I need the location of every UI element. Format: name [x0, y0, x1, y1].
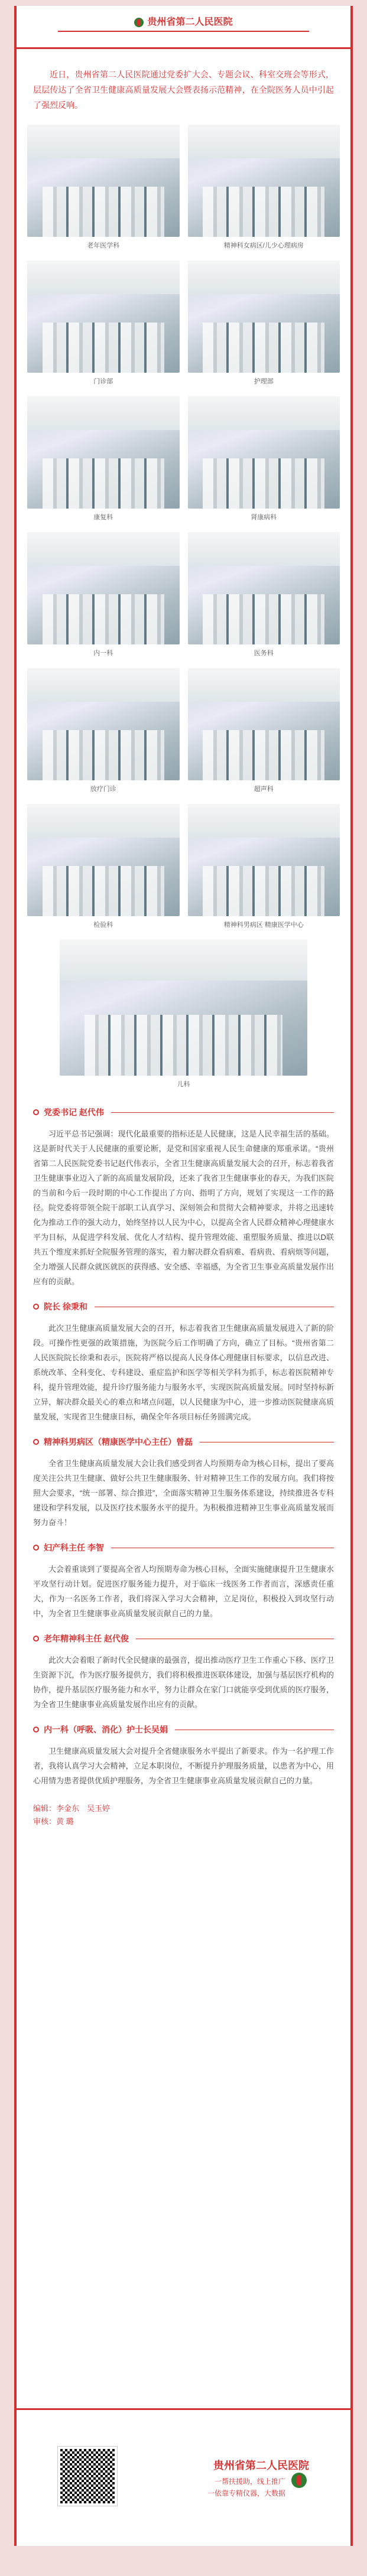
photo-card [188, 260, 340, 392]
section-body: 此次卫生健康高质量发展大会的召开，标志着我省卫生健康高质量发展进入了新的阶段。可操作性更强的政策措施，为医院今后工作明确了方向，确立了目标。“贵州省第二人民医院院长徐秉和表示，医院将严格以提高人民身体心理健康目标要求，以信息改进、系统改革、全科变化、专科建设、重症监护和医学等相关学科为抓手，标志着医院精神专科，提升管理效能，提升诊疗服务能力与服务水平，实现医院高质量发展。同时坚持标新立异，解决群众最关心的难点和堵点问题，以人民健康为中心，进一步推动医院健康高质量发展，实现省卫生健康目标，确保全年各项目标任务圆满完成。 [33, 1324, 334, 1421]
section-title-text: 党委书记 赵代伟 [44, 1108, 104, 1117]
section-title-text: 精神科男病区（精康医学中心主任）曾磊 [44, 1437, 193, 1447]
photo-card [27, 940, 340, 1095]
photo-image [27, 260, 180, 373]
circle-bullet-icon [33, 1727, 39, 1732]
header-divider [58, 31, 309, 32]
section-title-text: 内一科（呼吸、消化）护士长吴娟 [44, 1725, 168, 1734]
photo-caption: 护理部 [254, 378, 274, 385]
hospital-brand [17, 14, 350, 28]
photo-card [27, 260, 180, 392]
photo-image [27, 532, 180, 644]
section-title [33, 1633, 334, 1644]
photo-image [188, 260, 340, 373]
circle-bullet-icon [33, 1636, 39, 1642]
intro-paragraph: 近日，贵州省第二人民医院通过党委扩大会、专题会议、科室交班会等形式，层层传达了全省卫生健康高质量发展大会暨表扬示范精神，在全院医务人员中引起了强烈反响。 [33, 70, 334, 110]
photo-image [188, 532, 340, 644]
photo-caption: 儿科 [177, 1081, 190, 1088]
circle-bullet-icon [33, 1545, 39, 1551]
photo-caption: 超声科 [254, 786, 274, 793]
statement-section [17, 1724, 350, 1788]
photo-card [188, 125, 340, 256]
footer-hospital-name: 贵州省第二人民医院 [213, 2460, 309, 2471]
hospital-name: 贵州省第二人民医院 [147, 17, 233, 27]
footer-slogan: 一依靠专精仪器，大数据 [207, 2489, 285, 2497]
photo-caption: 放疗门诊 [90, 786, 116, 793]
article-header [17, 6, 350, 49]
section-body: 卫生健康高质量发展大会对提升全省健康服务水平提出了新要求。作为一名护理工作者，我将认真学习大会精神，立足本职岗位，不断提升护理服务质量，以患者为中心，用心用情为患者提供优质护理服务，为全省卫生健康事业高质量发展贡献自己的力量。 [33, 1747, 334, 1785]
photo-image [188, 396, 340, 509]
section-title [33, 1106, 334, 1118]
article-footer [17, 2408, 350, 2546]
photo-caption: 内一科 [93, 650, 113, 657]
photo-card [27, 396, 180, 527]
photo-caption: 康复科 [93, 514, 113, 521]
photo-image [27, 125, 180, 237]
photo-image [188, 125, 340, 237]
photo-image [188, 668, 340, 780]
photo-image [188, 804, 340, 916]
photo-image [27, 396, 180, 509]
circle-bullet-icon [33, 1109, 39, 1115]
photo-caption: 精神科女病区/儿少心理病房 [223, 242, 304, 249]
hospital-logo-icon [134, 18, 144, 27]
editor-line: 编辑：李金东 吴玉婷 [33, 1804, 111, 1813]
section-title-text: 老年精神科主任 赵代俊 [44, 1634, 129, 1643]
photo-card [188, 396, 340, 527]
photo-caption: 医务科 [254, 650, 274, 657]
photo-caption: 检验科 [93, 921, 113, 929]
section-title [33, 1542, 334, 1554]
circle-bullet-icon [33, 1304, 39, 1310]
circle-bullet-icon [33, 1439, 39, 1445]
photo-card [188, 804, 340, 935]
section-body: 大会着重谈到了要提高全省人均预期寿命为核心目标，全面实施健康提升卫生健康水平攻坚行动计划。促进医疗服务能力提升，对于临床一线医务工作者而言，深感责任重大，作为一名医务工作者，我们将深入学习大会精神，立足岗位，积极投入到攻坚行动中，为全省卫生健康事业高质量发展贡献自己的力量。 [33, 1565, 334, 1618]
title-rule [111, 1112, 334, 1113]
section-title [33, 1301, 334, 1313]
photo-card [188, 532, 340, 663]
photo-card [27, 668, 180, 799]
photo-card [27, 804, 180, 935]
photo-caption: 老年医学科 [87, 242, 120, 249]
statement-section [17, 1633, 350, 1712]
statement-section [17, 1301, 350, 1424]
statement-section [17, 1542, 350, 1621]
photo-card [188, 668, 340, 799]
section-body: 此次大会着眼了新时代全民健康的最强音，提出推动医疗卫生工作重心下移、医疗卫生资源下沉，作为医疗服务提供方，我们将积极推进医联体建设，加强与基层医疗机构的协作，提升基层医疗服务能力和水平，努力让群众在家门口就能享受到优质的医疗服务，为全省卫生健康事业高质量发展作出应有的贡献。 [33, 1656, 334, 1709]
statement-section [17, 1106, 350, 1289]
footer-slogan: 一帮扶援助，线上推广 [214, 2477, 285, 2486]
section-title-text: 院长 徐秉和 [44, 1302, 87, 1311]
section-body: 全省卫生健康高质量发展大会让我们感受到省人均预期寿命为核心目标，提出了要高度关注公共卫生健康、做好公共卫生健康服务、针对精神卫生工作的发展方向。我们将按照大会要求，“统一部署、综合推进”，全面落实精神卫生服务体系建设，持续推进各专科建设和学科发展，以及医疗技术服务水平的提升。为积极推进精神卫生事业高质量发展而努力奋斗！ [33, 1459, 334, 1527]
photo-gallery [17, 119, 350, 1095]
statement-section [17, 1436, 350, 1530]
photo-caption: 肾康病科 [251, 514, 277, 521]
photo-image [60, 940, 307, 1076]
photo-caption: 门诊部 [93, 378, 113, 385]
photo-caption: 精神科男病区 精康医学中心 [223, 921, 304, 929]
section-title [33, 1724, 334, 1735]
photo-card [27, 532, 180, 663]
reviewer-line: 审核：黄 璐 [33, 1817, 74, 1826]
qr-code-icon[interactable] [58, 2447, 117, 2506]
section-title-text: 妇产科主任 李智 [44, 1543, 104, 1552]
section-body: 习近平总书记强调：现代化最重要的指标还是人民健康，这是人民幸福生活的基础。这是新时代关于人民健康的重要论断，是党和国家重视人民生命健康的郑重承诺。“贵州省第二人民医院党委书记赵代伟表示，全省卫生健康高质量发展大会的召开，标志着我省卫生健康事业迈入了新的高质量发展阶段，还来了我省卫生健康事业的春天，为我们医院的当前和今后一段时期的中心工作提出了方向、指明了方向，规划了实现这一工作的路径。院党委将带领全院干部职工认真学习、深刻领会和贯彻大会精神要求，并将之迅速转化为推动工作的强大动力，始终坚持以人民为中心，以提高全省人民群众精神心理健康水平为目标，从促进学科发展、优化人才结构、提升管理效能、重塑服务质量、推进以D联共五个维度来抓好全院服务管理的落实，着力解决群众看病难、看病贵、看病烦等问题，全力增强人民群众就医就医的获得感、安全感、幸福感，为全省卫生事业高质量发展作出应有的贡献。 [33, 1129, 334, 1286]
editor-credits [17, 1802, 350, 1828]
photo-image [27, 668, 180, 780]
section-title [33, 1436, 334, 1448]
photo-image [27, 804, 180, 916]
article-frame [14, 6, 353, 2546]
photo-card [27, 125, 180, 256]
hospital-logo-icon [291, 2473, 307, 2488]
